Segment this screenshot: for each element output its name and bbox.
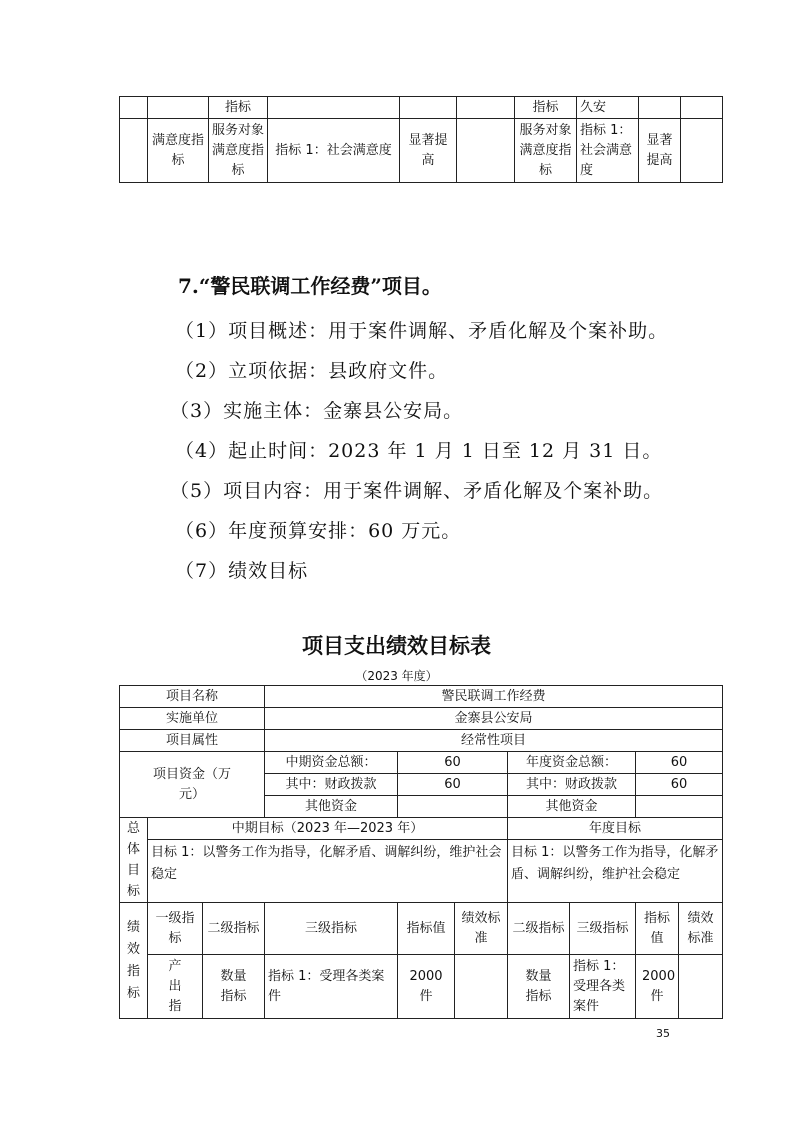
level3-header-annual: 三级指标 <box>570 903 636 955</box>
cell <box>457 119 515 183</box>
cell <box>120 97 148 119</box>
project-name-value: 警民联调工作经费 <box>265 686 723 708</box>
mid-fiscal-label: 其中：财政拨款 <box>265 774 398 796</box>
year-other-value <box>636 796 723 818</box>
table-title: 项目支出绩效目标表 <box>302 634 491 658</box>
cell <box>148 97 209 119</box>
standard-value <box>455 955 508 1019</box>
cell <box>120 119 148 183</box>
basis-line: （2）立项依据：县政府文件。 <box>175 360 449 382</box>
cell: 指标 <box>209 97 268 119</box>
cell <box>400 97 457 119</box>
project-name-label: 项目名称 <box>120 686 265 708</box>
content-line: （5）项目内容：用于案件调解、矛盾化解及个案补助。 <box>170 480 664 502</box>
value-header-annual: 指标值 <box>636 903 679 955</box>
cell <box>639 97 681 119</box>
year-goal-header: 年度目标 <box>508 818 723 840</box>
year-other-label: 其他资金 <box>508 796 636 818</box>
mid-other-value <box>398 796 508 818</box>
overall-goal-label: 总体目标 <box>120 818 148 903</box>
mid-fiscal-value: 60 <box>398 774 508 796</box>
level2-value: 数量指标 <box>203 955 265 1019</box>
performance-target-table <box>119 685 723 1019</box>
budget-line: （6）年度预算安排：60 万元。 <box>175 520 462 542</box>
level1-header: 一级指标 <box>148 903 203 955</box>
indicator-value: 2000 件 <box>398 955 455 1019</box>
level2-header-annual: 二级指标 <box>508 903 570 955</box>
standard-header: 绩效标准 <box>455 903 508 955</box>
level1-value: 产出指 <box>148 955 203 1019</box>
subject-line: （3）实施主体：金寨县公安局。 <box>170 400 464 422</box>
year-goal-text: 目标 1：以警务工作为指导，化解矛盾、调解纠纷，维护社会稳定 <box>508 840 723 903</box>
mid-total-label: 中期资金总额： <box>265 752 398 774</box>
level3-header: 三级指标 <box>265 903 398 955</box>
value-header: 指标值 <box>398 903 455 955</box>
mid-other-label: 其他资金 <box>265 796 398 818</box>
cell: 显著提高 <box>400 119 457 183</box>
cell: 显著提高 <box>639 119 681 183</box>
level3-value: 指标 1：受理各类案件 <box>265 955 398 1019</box>
year-total-value: 60 <box>636 752 723 774</box>
page-number: 35 <box>656 1027 670 1040</box>
previous-performance-table <box>119 96 723 183</box>
unit-value: 金寨县公安局 <box>265 708 723 730</box>
performance-indicator-label: 绩效指标 <box>120 903 148 1019</box>
cell <box>457 97 515 119</box>
cell: 久安 <box>577 97 639 119</box>
attribute-label: 项目属性 <box>120 730 265 752</box>
cell: 服务对象满意度指标 <box>515 119 577 183</box>
section-heading: 7.“警民联调工作经费”项目。 <box>178 274 442 298</box>
year-fiscal-label: 其中：财政拨款 <box>508 774 636 796</box>
level2-value-annual: 数量指标 <box>508 955 570 1019</box>
goal-line: （7）绩效目标 <box>175 560 309 582</box>
level3-value-annual: 指标 1：受理各类案件 <box>570 955 636 1019</box>
fund-label: 项目资金（万元） <box>120 752 265 818</box>
mid-total-value: 60 <box>398 752 508 774</box>
cell: 服务对象满意度指标 <box>209 119 268 183</box>
cell: 指标 1：社会满意度 <box>577 119 639 183</box>
standard-header-annual: 绩效标准 <box>679 903 723 955</box>
unit-label: 实施单位 <box>120 708 265 730</box>
period-line: （4）起止时间：2023 年 1 月 1 日至 12 月 31 日。 <box>175 440 663 462</box>
standard-value-annual <box>679 955 723 1019</box>
table-year: （2023 年度） <box>355 669 438 683</box>
attribute-value: 经常性项目 <box>265 730 723 752</box>
cell: 指标 1：社会满意度 <box>268 119 400 183</box>
year-fiscal-value: 60 <box>636 774 723 796</box>
indicator-value-annual: 2000件 <box>636 955 679 1019</box>
cell <box>681 119 723 183</box>
cell <box>681 97 723 119</box>
cell: 满意度指标 <box>148 119 209 183</box>
overview-line: （1）项目概述：用于案件调解、矛盾化解及个案补助。 <box>175 320 669 342</box>
mid-goal-header: 中期目标（2023 年—2023 年） <box>148 818 508 840</box>
level2-header: 二级指标 <box>203 903 265 955</box>
year-total-label: 年度资金总额： <box>508 752 636 774</box>
cell: 指标 <box>515 97 577 119</box>
cell <box>268 97 400 119</box>
mid-goal-text: 目标 1：以警务工作为指导，化解矛盾、调解纠纷，维护社会稳定 <box>148 840 508 903</box>
